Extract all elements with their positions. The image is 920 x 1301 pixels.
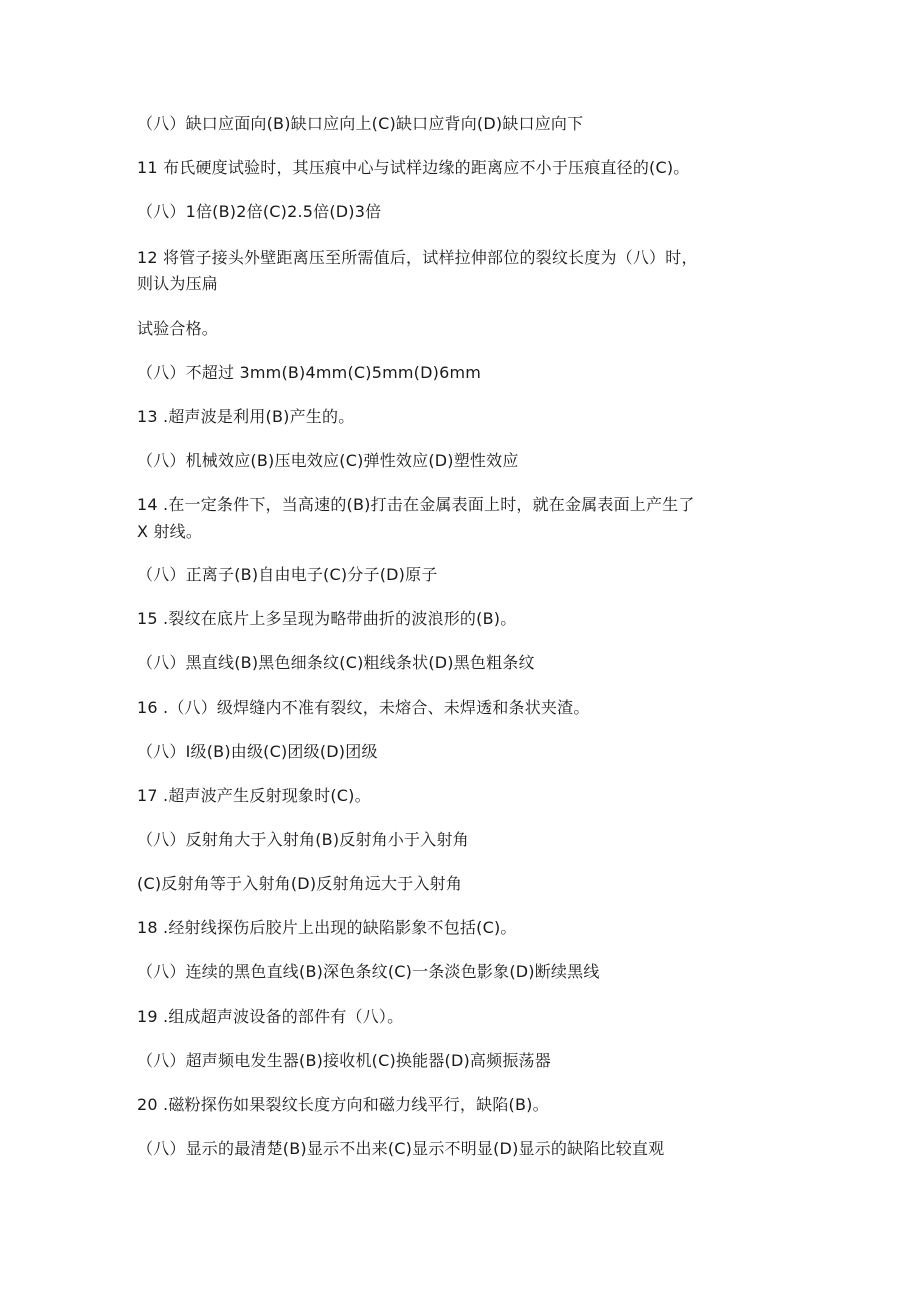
text-line: 17 .超声波产生反射现象时(C)。 [137, 786, 371, 805]
text-line: 15 .裂纹在底片上多呈现为略带曲折的波浪形的(B)。 [137, 609, 517, 628]
text-line: （八）I级(B)由级(C)团级(D)团级 [137, 742, 378, 761]
text-line: （八）连续的黑色直线(B)深色条纹(C)一条淡色影象(D)断续黑线 [137, 962, 600, 981]
text-line: （八）超声频电发生器(B)接收机(C)换能器(D)高频振荡器 [137, 1051, 551, 1070]
text-line: 19 .组成超声波设备的部件有（八）。 [137, 1007, 404, 1026]
text-line: (C)反射角等于入射角(D)反射角远大于入射角 [137, 874, 463, 893]
text-line: （八）1倍(B)2倍(C)2.5倍(D)3倍 [137, 202, 382, 221]
text-line: 则认为压扁 [137, 274, 219, 293]
text-line: 18 .经射线探伤后胶片上出现的缺陷影象不包括(C)。 [137, 918, 517, 937]
text-line: 13 .超声波是利用(B)产生的。 [137, 407, 355, 426]
text-line: 12 将管子接头外壁距离压至所需值后，试样拉伸部位的裂纹长度为（八）时， [137, 248, 698, 267]
text-line: （八）正离子(B)自由电子(C)分子(D)原子 [137, 565, 438, 584]
text-line: 14 .在一定条件下，当高速的(B)打击在金属表面上时，就在金属表面上产生了 [137, 495, 695, 514]
text-line: （八）缺口应面向(B)缺口应向上(C)缺口应背向(D)缺口应向下 [137, 114, 584, 133]
text-line: （八）机械效应(B)压电效应(C)弹性效应(D)塑性效应 [137, 451, 519, 470]
text-line: 11 布氏硬度试验时，其压痕中心与试样边缘的距离应不小于压痕直径的(C)。 [137, 158, 690, 177]
text-line: 20 .磁粉探伤如果裂纹长度方向和磁力线平行，缺陷(B)。 [137, 1095, 549, 1114]
text-line: X 射线。 [137, 522, 203, 541]
text-line: （八）黑直线(B)黑色细条纹(C)粗线条状(D)黑色粗条纹 [137, 653, 535, 672]
text-line: （八）显示的最清楚(B)显示不出来(C)显示不明显(D)显示的缺陷比较直观 [137, 1139, 665, 1158]
text-line: （八）不超过 3mm(B)4mm(C)5mm(D)6mm [137, 363, 482, 382]
text-line: （八）反射角大于入射角(B)反射角小于入射角 [137, 830, 469, 849]
text-line: 试验合格。 [137, 319, 219, 338]
text-line: 16 .（八）级焊缝内不准有裂纹，未熔合、未焊透和条状夹渣。 [137, 698, 590, 717]
